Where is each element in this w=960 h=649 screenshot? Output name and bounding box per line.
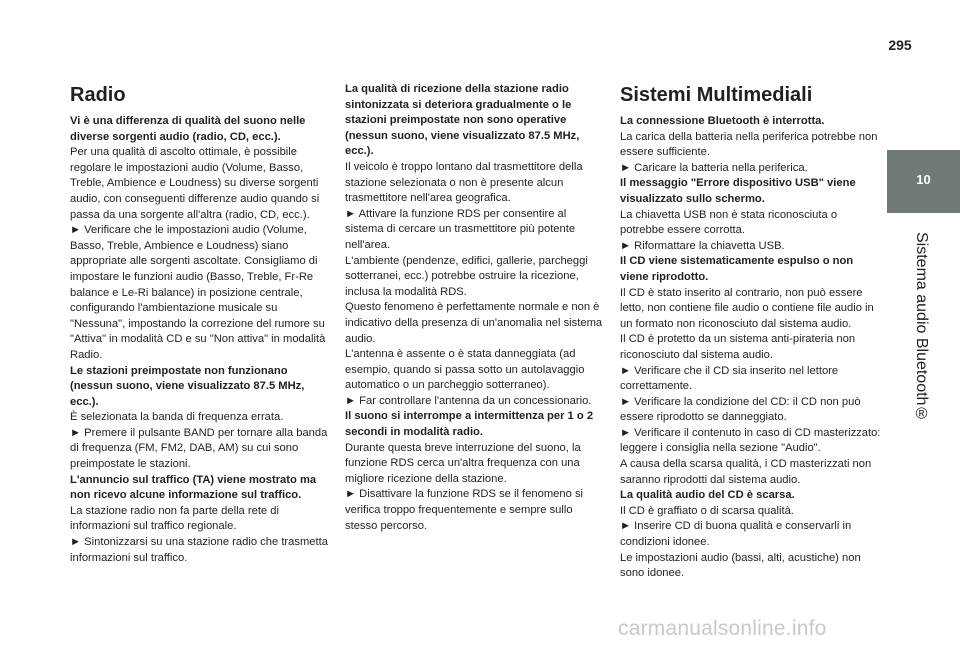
chapter-tab (887, 150, 960, 213)
question-heading: Le stazioni preimpostate non funzionano (nessun suono, viene visualizzato 87.5 MHz, ecc.). (70, 364, 305, 408)
body-paragraph: ► Verificare che le impostazioni audio (Volume, Basso, Treble, Ambience e Loudness) siano appropriate alle sorgenti ascoltate. Consigliamo di impostare le funzioni audio (Basso, Treble, Fr-Re balance e Le-Ri balance) in posizione centrale, configurando l'ambientazione musicale su "Nessuna", impostando la correzione del rumore su "Attiva" in modalità CD e su "Non attiva" in modalità Radio. (70, 224, 326, 361)
section-title-radio: Radio (70, 84, 126, 106)
question-heading: Il messaggio "Errore dispositivo USB" viene visualizzato sullo schermo. (620, 177, 856, 205)
body-paragraph: ► Verificare la condizione del CD: il CD non può essere riprodotto se danneggiato. (620, 395, 861, 424)
chapter-number: 10 (916, 172, 931, 187)
chapter-label (912, 232, 934, 432)
body-paragraph: ► Premere il pulsante BAND per tornare alla banda di frequenza (FM, FM2, DAB, AM) su cui sono preimpostate le stazioni. (70, 426, 328, 471)
question-heading: Il suono si interrompe a intermittenza per 1 o 2 secondi in modalità radio. (345, 410, 594, 439)
body-paragraph: ► Caricare la batteria nella periferica. (620, 161, 808, 174)
body-paragraph: Il CD è graffiato o di scarsa qualità. (620, 504, 794, 517)
section-title-multimedia: Sistemi Multimediali (620, 84, 813, 106)
body-paragraph: ► Attivare la funzione RDS per consentire al sistema di cercare un trasmettitore più potente nell'area. (345, 207, 576, 251)
body-paragraph: La chiavetta USB non è stata riconosciuta o potrebbe essere corrotta. (620, 208, 838, 237)
body-paragraph: Le impostazioni audio (bassi, alti, acustiche) non sono idonee. (620, 551, 861, 580)
column-body (70, 114, 332, 566)
body-paragraph: Il CD è stato inserito al contrario, non può essere letto, non contiene file audio o contiene file audio in un formato non riconosciuto dal sistema audio. (620, 286, 874, 330)
body-paragraph: È selezionata la banda di frequenza errata. (70, 411, 284, 424)
chapter-label-text: Sistema audio Bluetooth® (913, 232, 930, 423)
question-heading: La qualità audio del CD è scarsa. (620, 489, 795, 502)
body-paragraph: Per una qualità di ascolto ottimale, è possibile regolare le impostazioni audio (Volume, Basso, Treble, Ambience e Loudness) su diverse sorgenti audio, con conseguenti differenze audio quando si passa da una sorgente all'altra (radio, CD, ecc.). (70, 146, 320, 221)
body-paragraph: ► Far controllare l'antenna da un concessionario. (345, 394, 592, 407)
page-number: 295 (888, 37, 912, 53)
question-heading: Vi è una differenza di qualità del suono nelle diverse sorgenti audio (radio, CD, ecc.). (70, 115, 306, 143)
watermark-text: carmanualsonline.info (618, 617, 827, 640)
body-paragraph: Il CD è protetto da un sistema anti-pirateria non riconosciuto dal sistema audio. (620, 333, 856, 361)
column-multimedia (620, 82, 882, 582)
body-paragraph: ► Riformattare la chiavetta USB. (620, 239, 785, 252)
question-heading: L'annuncio sul traffico (TA) viene mostrato ma non ricevo alcune informazione sul traffico. (70, 473, 317, 502)
column-body (345, 82, 607, 534)
body-paragraph: A causa della scarsa qualità, i CD masterizzati non saranno riprodotti dal sistema audio. (620, 458, 872, 486)
body-paragraph: ► Sintonizzarsi su una stazione radio che trasmetta informazioni sul traffico. (70, 536, 328, 564)
body-paragraph: La carica della batteria nella periferica potrebbe non essere sufficiente. (620, 130, 878, 159)
question-heading: Il CD viene sistematicamente espulso o non viene riprodotto. (620, 255, 854, 283)
column-body (620, 114, 882, 582)
column-radio-continued (345, 82, 607, 534)
body-paragraph: ► Verificare che il CD sia inserito nel lettore correttamente. (620, 364, 839, 393)
body-paragraph: ► Disattivare la funzione RDS se il fenomeno si verifica troppo frequentemente e sempre sullo stesso percorso. (345, 488, 584, 532)
body-paragraph: Questo fenomeno è perfettamente normale e non è indicativo della presenza di un'anomalia nel sistema audio. (345, 301, 603, 345)
body-paragraph: L'ambiente (pendenze, edifici, gallerie, parcheggi sotterranei, ecc.) potrebbe ostruire la ricezione, inclusa la modalità RDS. (345, 254, 588, 298)
question-heading: La connessione Bluetooth è interrotta. (620, 115, 825, 127)
body-paragraph: Durante questa breve interruzione del suono, la funzione RDS cerca un'altra frequenza con una migliore ricezione della stazione. (345, 441, 581, 485)
body-paragraph: ► Verificare il contenuto in caso di CD masterizzato: leggere i consiglia nella sezione "Audio". (620, 426, 881, 455)
body-paragraph: ► Inserire CD di buona qualità e conservarli in condizioni idonee. (620, 520, 852, 549)
body-paragraph: Il veicolo è troppo lontano dal trasmettitore della stazione selezionata o non è presente alcun trasmettitore nell'area geografica. (345, 160, 583, 205)
column-radio (70, 82, 332, 566)
body-paragraph: La stazione radio non fa parte della rete di informazioni sul traffico regionale. (70, 504, 279, 533)
body-paragraph: L'antenna è assente o è stata danneggiata (ad esempio, quando si passa sotto un autolavaggio automatico o un parcheggio sotterraneo). (345, 348, 585, 392)
question-heading: La qualità di ricezione della stazione radio sintonizzata si deteriora gradualmente o le stazioni preimpostate non sono operative (nessun suono, viene visualizzato 87.5 MHz, ecc.). (345, 83, 580, 158)
